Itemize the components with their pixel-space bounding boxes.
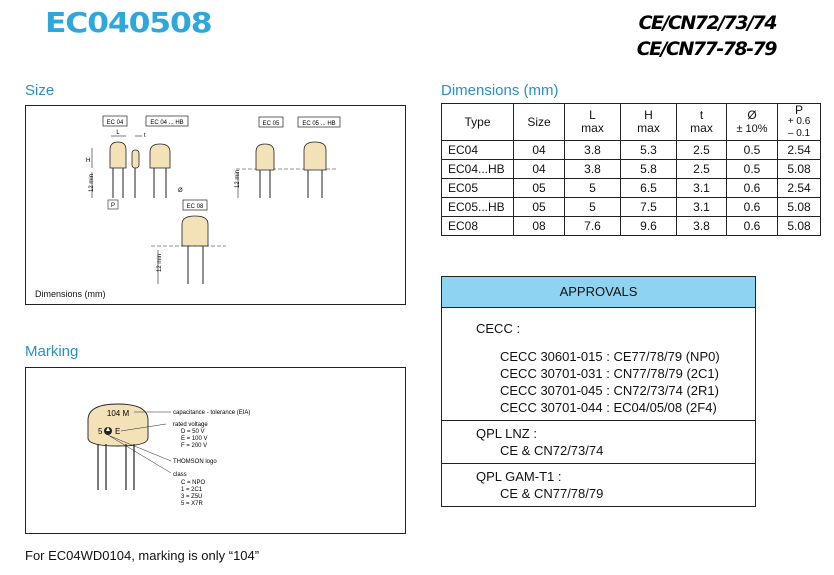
cecc-line: CECC 30701-045 : CN72/73/74 (2R1)	[500, 383, 719, 398]
voltage-line: E = 100 V	[181, 436, 208, 442]
dimensions-cell: 05	[514, 179, 565, 198]
qpl-lnz-line: CE & CN72/73/74	[500, 443, 604, 458]
dimensions-cell: 05	[514, 198, 565, 217]
dimensions-cell: 5.8	[621, 160, 677, 179]
dimensions-cell: 2.54	[778, 179, 821, 198]
dimensions-row	[442, 160, 821, 179]
ec04hb-label: EC 04 ... HB	[150, 120, 184, 126]
marking-footnote: For EC04WD0104, marking is only “104”	[25, 548, 260, 563]
col-dia: Ø ± 10%	[727, 104, 778, 141]
dimensions-cell: 0.5	[727, 160, 778, 179]
dimensions-cell: 7.6	[565, 217, 621, 236]
dimensions-cell: 3.8	[677, 217, 727, 236]
cecc-line: CECC 30601-015 : CE77/78/79 (NP0)	[500, 349, 720, 364]
dim-l-label: L	[116, 130, 120, 136]
ec08-label: EC 08	[186, 204, 204, 210]
ec05-body	[256, 144, 274, 170]
dimensions-cell: 04	[514, 160, 565, 179]
qpl-gam-title: QPL GAM-T1 :	[476, 469, 562, 484]
dimensions-cell: EC05...HB	[442, 198, 514, 217]
label-logo: THOMSON logo	[173, 459, 217, 465]
dimensions-row	[442, 217, 821, 236]
approvals-box	[441, 276, 756, 507]
qpl-lnz-title: QPL LNZ :	[476, 426, 537, 441]
dimensions-cell: 0.6	[727, 198, 778, 217]
col-h: H max	[621, 104, 677, 141]
thomson-logo-icon	[104, 427, 112, 435]
dimensions-row	[442, 141, 821, 160]
dim-p-label: P	[110, 203, 116, 209]
col-t: t max	[677, 104, 727, 141]
ec05hb-label: EC 05 ... HB	[302, 121, 336, 127]
size-caption: Dimensions (mm)	[35, 289, 106, 299]
qpl-gam-line: CE & CN77/78/79	[500, 486, 604, 501]
class-line: C = NPO	[181, 480, 206, 486]
ec04-side-body	[132, 150, 139, 168]
dimensions-cell: 2.5	[677, 141, 727, 160]
dimensions-section-title: Dimensions (mm)	[441, 82, 559, 99]
dimensions-cell: 0.6	[727, 217, 778, 236]
dimensions-row	[442, 179, 821, 198]
dimensions-cell: 7.5	[621, 198, 677, 217]
dimensions-cell: 04	[514, 141, 565, 160]
approvals-qpl-lnz-block	[442, 421, 755, 464]
dimensions-cell: 2.54	[778, 141, 821, 160]
dimensions-cell: 9.6	[621, 217, 677, 236]
dimensions-table	[441, 103, 821, 236]
dim-12min-label-2: 12 min	[235, 169, 241, 188]
label-voltage: rated voltage	[173, 422, 208, 428]
ec04hb-body	[150, 144, 170, 168]
approvals-qpl-gam-block	[442, 464, 755, 506]
ec05-label: EC 05	[262, 121, 280, 127]
cap-right-text: E	[115, 427, 121, 436]
col-type: Type	[442, 104, 514, 141]
cap-code-text: 104 M	[106, 409, 130, 418]
class-line: 5 = X7R	[181, 501, 203, 507]
dimensions-cell: EC04...HB	[442, 160, 514, 179]
class-line: 1 = 2C1	[181, 487, 203, 493]
cecc-line: CECC 30701-044 : EC04/05/08 (2F4)	[500, 400, 717, 415]
ec05hb-body	[304, 142, 326, 170]
dimensions-cell: 5.08	[778, 160, 821, 179]
dimensions-cell: 3.8	[565, 160, 621, 179]
marking-section-title: Marking	[25, 343, 79, 360]
dimensions-cell: 5.08	[778, 217, 821, 236]
col-l: L max	[565, 104, 621, 141]
marking-drawing	[26, 368, 405, 533]
label-cap-tol: capacitance - tolerance (EIA)	[173, 410, 251, 416]
col-size: Size	[514, 104, 565, 141]
dimensions-cell: 2.5	[677, 160, 727, 179]
dimensions-cell: 3.1	[677, 198, 727, 217]
class-line: 3 = Z5U	[181, 494, 203, 500]
approvals-header: APPROVALS	[442, 277, 755, 308]
approvals-cecc-block	[442, 308, 755, 421]
ec08-body	[182, 216, 208, 246]
dimensions-cell: EC08	[442, 217, 514, 236]
series-logo: EC040508	[45, 6, 212, 39]
dim-12min-label-3: 12 min	[157, 253, 163, 272]
dimensions-cell: EC05	[442, 179, 514, 198]
dimensions-cell: 0.6	[727, 179, 778, 198]
size-drawing-box	[25, 105, 406, 305]
dimensions-cell: 5.3	[621, 141, 677, 160]
dim-dia-label: Ø	[178, 188, 183, 194]
dimensions-cell: 6.5	[621, 179, 677, 198]
ec04-body	[110, 142, 126, 168]
reference-line-1: CE/CN72/73/74	[638, 12, 776, 34]
dimensions-cell: 08	[514, 217, 565, 236]
marking-drawing-box	[25, 367, 406, 534]
size-drawing	[26, 106, 405, 304]
size-section-title: Size	[25, 82, 55, 99]
cap-left-text: 5	[98, 427, 103, 436]
col-p: P + 0.6 – 0.1	[778, 104, 821, 141]
dimensions-cell: 5	[565, 198, 621, 217]
dim-h-label: H	[86, 158, 91, 164]
dim-12min-label-1: 12 min	[89, 173, 95, 192]
voltage-line: F = 200 V	[181, 443, 208, 449]
dimensions-cell: 5	[565, 179, 621, 198]
voltage-line: D = 50 V	[181, 429, 205, 435]
cecc-title: CECC :	[476, 321, 521, 336]
reference-line-2: CE/CN77-78-79	[636, 38, 776, 60]
dimensions-cell: 0.5	[727, 141, 778, 160]
dimensions-cell: 3.8	[565, 141, 621, 160]
ec04-label: EC 04	[106, 120, 124, 126]
reference-codes	[637, 10, 776, 62]
dimensions-header-row	[442, 104, 821, 141]
dimensions-cell: 5.08	[778, 198, 821, 217]
dimensions-cell: 3.1	[677, 179, 727, 198]
label-class: class	[173, 472, 187, 478]
dim-t-label: t	[144, 133, 146, 139]
dimensions-row	[442, 198, 821, 217]
dimensions-cell: EC04	[442, 141, 514, 160]
cecc-line: CECC 30701-031 : CN77/78/79 (2C1)	[500, 366, 719, 381]
